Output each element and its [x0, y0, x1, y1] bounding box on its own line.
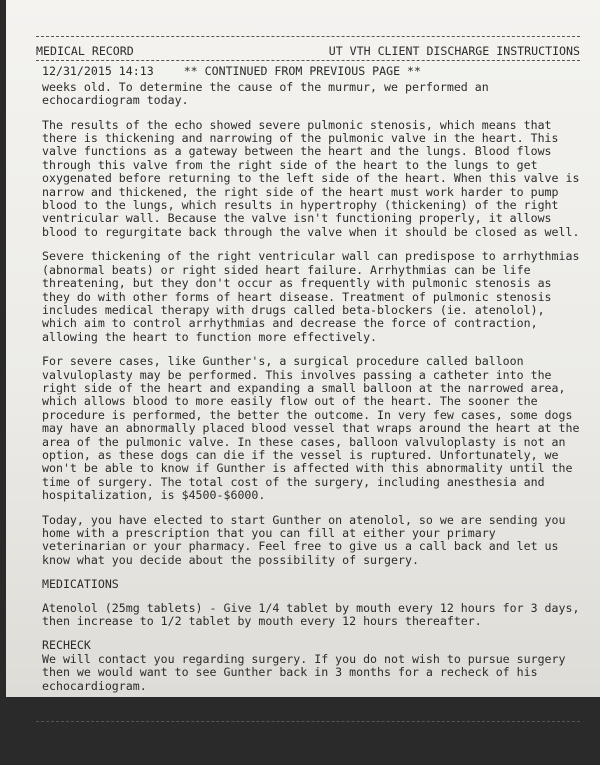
record-footer — [36, 722, 580, 765]
record-type: MEDICAL RECORD — [36, 44, 134, 58]
medications-heading: MEDICATIONS — [42, 577, 119, 592]
paragraph-echo-results: The results of the echo showed severe pulmonic stenosis, which means that there is thickening and narrowing of the pulmonic valve in the heart. This valve functions as a gateway between the heart and the lungs. Blood flows through this valve from the right side of the heart to the lungs to get oxygenated before returning to the left side of the heart. When this valve is narrow and thickened, the right side of the heart must work harder to pump blood to the lungs, which results in hypertrophy (thickening) of the right ventricular wall. Because the valve isn't functioning properly, it allows blood to regurgitate back through the valve when it should be closed as well. — [42, 117, 580, 239]
continued-from-note: ** CONTINUED FROM PREVIOUS PAGE ** — [183, 64, 422, 79]
paragraph-intro: weeks old. To determine the cause of the murmur, we performed an echocardiogram today. — [42, 79, 489, 108]
document-title: UT VTH CLIENT DISCHARGE INSTRUCTIONS — [328, 44, 580, 58]
recheck-text: We will contact you regarding surgery. If you do not wish to pursue surgery then we would want to see Gunther back in 3 months for a recheck of his echocardiogram. — [42, 651, 566, 693]
record-datetime: 12/31/2015 14:13 — [42, 64, 154, 79]
printed-datetime: Printed:12/31/2015 16:15 — [412, 725, 580, 740]
paragraph-surgery: For severe cases, like Gunther's, a surgical procedure called balloon valvuloplasty may be performed. This involves passing a catheter into the right side of the heart and expanding a small balloon at the narrowed area, which allows blood to more easily flow out of the heart. The sooner the procedure is performed, the better the outcome. In very few cases, some dogs may have an abnormally placed blood vessel that wraps around the heart at the area of the pulmonic valve. In these cases, balloon valvuloplasty is not an option, as these dogs can die if the vessel is ruptured. Unfortunately, we won't be able to know if Gunther is affected with this abnormality until the time of surgery. The total cost of the surgery, including anesthesia and hospitalization, is $4500-$6000. — [42, 354, 580, 503]
paragraph-arrhythmias: Severe thickening of the right ventricular wall can predispose to arrhythmias (abnormal beats) or right sided heart failure. Arrhythmias can be life threatening, but they don't occur as frequently with pulmonic stenosis as they do with other forms of heart disease. Treatment of pulmonic stenosis includes medical therapy with drugs called beta-blockers (ie. atenolol), which aim to control arrhythmias and decrease the force of contraction, allowing the heart to function more effectively. — [42, 249, 580, 344]
college-name: UT COLLEGE OF VETERINARY MED — [212, 725, 380, 753]
patient-location: Pt Loc: OUTPATIENT — [212, 751, 338, 765]
patient-id-dob: 26-65-21 DOB:10/27/2015 — [36, 751, 197, 765]
vth-number: VTH 2006 — [524, 751, 580, 765]
paragraph-atenolol-plan: Today, you have elected to start Gunther on atenolol, so we are sending you home with a prescription that you can fill at either your primary veterinarian or your pharmacy. Feel free to give us a call back and let us know what you decide about the possibility of surgery. — [42, 512, 566, 567]
record-header — [36, 37, 580, 60]
patient-owner: GUNTHER ~ VAUGHN,KAREN — [36, 725, 190, 740]
recheck-heading: RECHECK — [42, 638, 91, 653]
continued-next-note: ** THIS NOTE CONTINUED ON NEXT PAGE ** — [195, 703, 461, 718]
record-subheader — [36, 61, 580, 80]
discharge-document — [6, 0, 600, 765]
medications-text: Atenolol (25mg tablets) - Give 1/4 tablet by mouth every 12 hours for 3 days, then increase to 1/2 tablet by mouth every 12 hours thereafter. — [42, 600, 580, 629]
